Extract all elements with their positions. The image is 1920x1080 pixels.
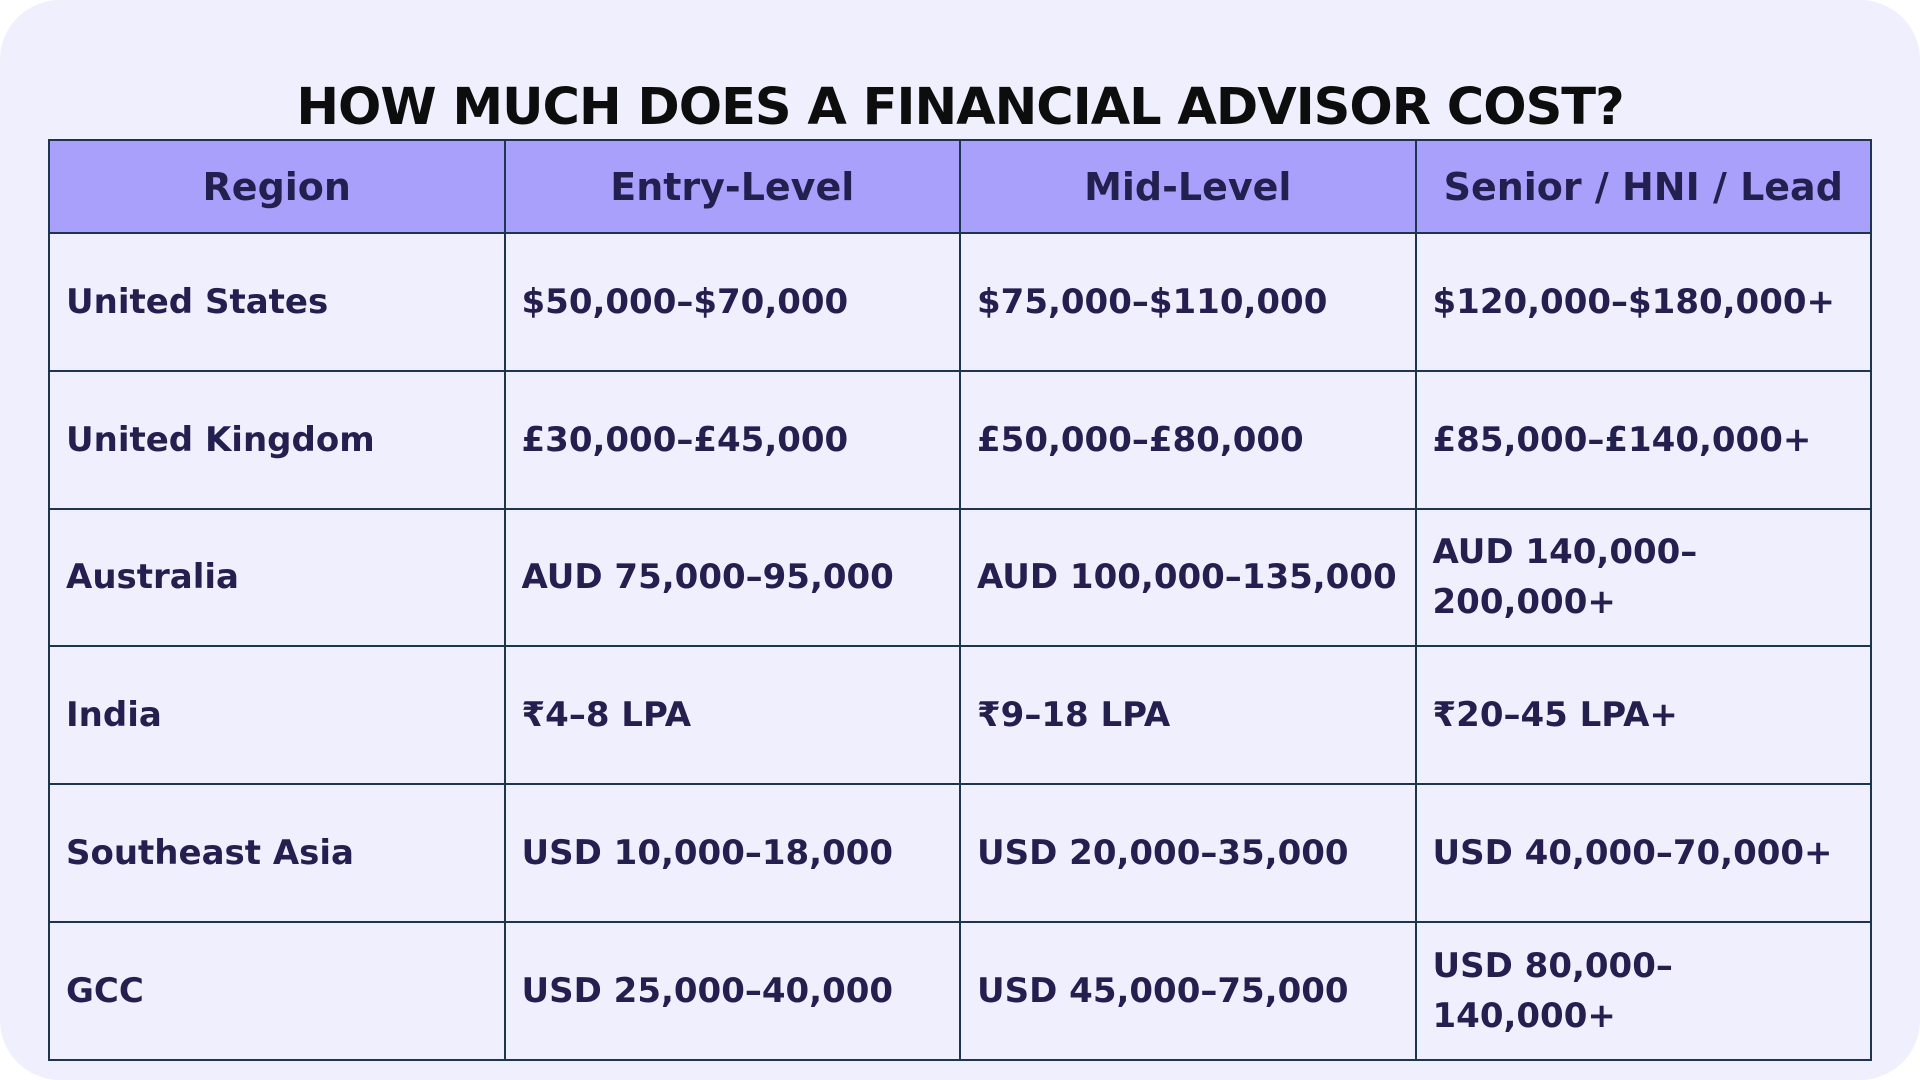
region-cell: India (49, 646, 505, 784)
entry-level-cell: £30,000–£45,000 (505, 371, 961, 509)
header-mid-level: Mid-Level (960, 140, 1416, 233)
senior-level-cell: USD 40,000–70,000+ (1416, 784, 1872, 922)
table-row (49, 233, 1871, 371)
mid-level-cell: £50,000–£80,000 (960, 371, 1416, 509)
table-row (49, 509, 1871, 647)
senior-level-cell: ₹20–45 LPA+ (1416, 646, 1872, 784)
entry-level-cell: USD 10,000–18,000 (505, 784, 961, 922)
mid-level-cell: AUD 100,000–135,000 (960, 509, 1416, 647)
table-row (49, 646, 1871, 784)
region-cell: GCC (49, 922, 505, 1060)
senior-level-cell: AUD 140,000–200,000+ (1416, 509, 1872, 647)
mid-level-cell: $75,000–$110,000 (960, 233, 1416, 371)
region-cell: Southeast Asia (49, 784, 505, 922)
table-row (49, 922, 1871, 1060)
senior-level-cell: USD 80,000–140,000+ (1416, 922, 1872, 1060)
region-cell: United States (49, 233, 505, 371)
header-region: Region (49, 140, 505, 233)
senior-level-cell: $120,000–$180,000+ (1416, 233, 1872, 371)
page-title: HOW MUCH DOES A FINANCIAL ADVISOR COST? (296, 78, 1624, 138)
entry-level-cell: ₹4–8 LPA (505, 646, 961, 784)
table-row (49, 784, 1871, 922)
entry-level-cell: $50,000–$70,000 (505, 233, 961, 371)
header-senior-level: Senior / HNI / Lead (1416, 140, 1872, 233)
mid-level-cell: ₹9–18 LPA (960, 646, 1416, 784)
table-row (49, 371, 1871, 509)
senior-level-cell: £85,000–£140,000+ (1416, 371, 1872, 509)
entry-level-cell: AUD 75,000–95,000 (505, 509, 961, 647)
advisor-cost-table (48, 139, 1872, 1061)
entry-level-cell: USD 25,000–40,000 (505, 922, 961, 1060)
mid-level-cell: USD 20,000–35,000 (960, 784, 1416, 922)
table-header-row (49, 140, 1871, 233)
header-entry-level: Entry-Level (505, 140, 961, 233)
mid-level-cell: USD 45,000–75,000 (960, 922, 1416, 1060)
region-cell: United Kingdom (49, 371, 505, 509)
region-cell: Australia (49, 509, 505, 647)
